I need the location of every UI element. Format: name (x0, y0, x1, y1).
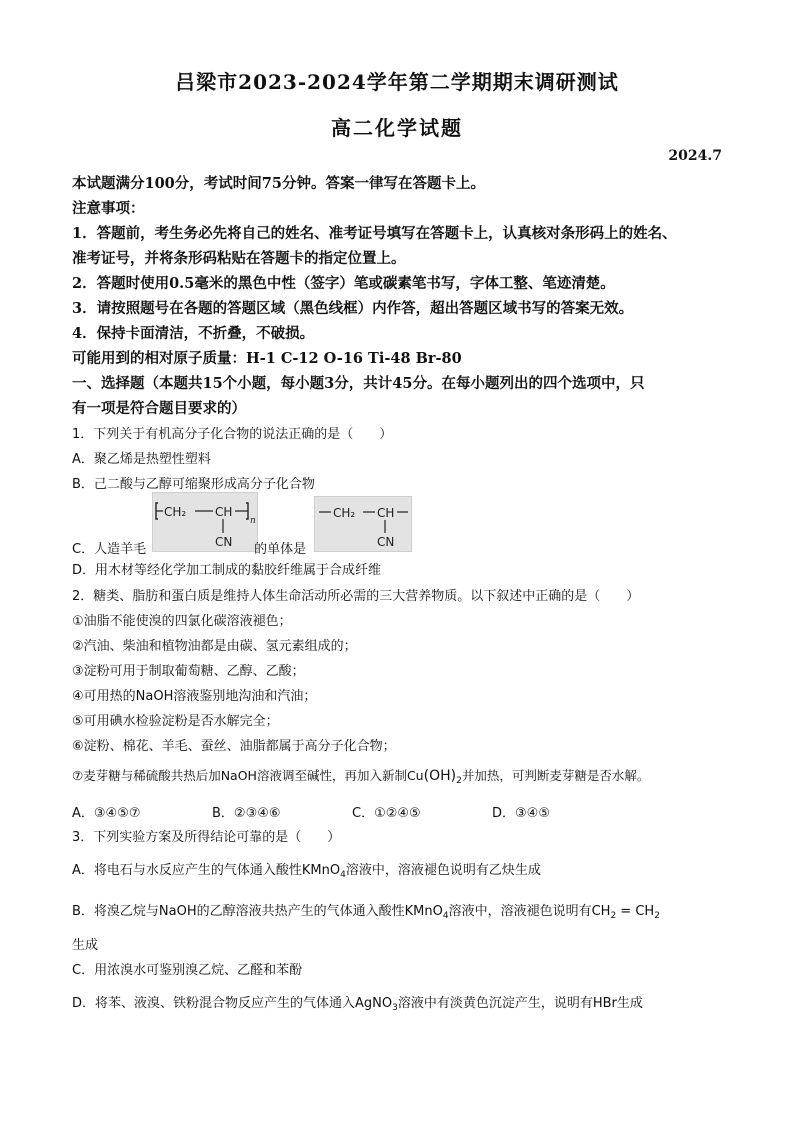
q1-option-c-suffix: 的单体是 (254, 542, 307, 557)
q1-stem: 1．下列关于有机高分子化合物的说法正确的是（ ） (72, 427, 393, 442)
q2-cu-oh-subscript: 2 (456, 776, 462, 786)
polymer-n: n (250, 516, 256, 526)
q3-option-a-prefix: A．将电石与水反应产生的气体通入酸性KMnO (72, 863, 341, 878)
note-4: 4．保持卡面清洁，不折叠，不破损。 (72, 325, 315, 342)
q2-stem: 2．糖类、脂肪和蛋白质是维持人体生命活动所必需的三大营养物质。以下叙述中正确的是（ ） (72, 589, 640, 604)
polymer-ch: CH (215, 505, 233, 519)
q1-option-d: D．用木材等经化学加工制成的黏胶纤维属于合成纤维 (72, 563, 382, 578)
intro-text: 本试题满分100分，考试时间75分钟。答案一律写在答题卡上。 (72, 175, 485, 192)
monomer-cn: CN (377, 535, 395, 549)
q2-cu-oh-formula: (OH) (423, 768, 457, 784)
note-1b: 准考证号，并将条形码粘贴在答题卡的指定位置上。 (72, 250, 406, 267)
q2-option-b: B．②③④⑥ (212, 806, 281, 821)
q3-option-b-equals: = CH (616, 904, 655, 919)
q1-option-a: A．聚乙烯是热塑性塑料 (72, 452, 211, 467)
q2-statement-7 (72, 766, 744, 786)
q3-option-b-subscript-1: 4 (442, 911, 449, 921)
polymer-cn: CN (215, 535, 233, 549)
section-1-heading-a: 一、选择题（本题共15个小题，每小题3分，共计45分。在每小题列出的四个选项中，只 (72, 375, 645, 392)
q3-option-b (72, 900, 744, 921)
q2-statement-1: ①油脂不能使溴的四氯化碳溶液褪色； (72, 614, 292, 629)
q3-option-b-subscript-2: 2 (610, 911, 617, 921)
q2-statement-2: ②汽油、柴油和植物油都是由碳、氢元素组成的； (72, 639, 357, 654)
q3-option-d-subscript: 3 (392, 1003, 398, 1013)
q1-option-c (72, 538, 744, 557)
q3-option-d (72, 992, 744, 1013)
q3-option-b-subscript-3: 2 (654, 911, 660, 921)
q3-option-a-suffix: 溶液中，溶液褪色说明有乙炔生成 (345, 863, 541, 878)
note-2: 2．答题时使用0.5毫米的黑色中性（签字）笔或碳素笔书写，字体工整、笔迹清楚。 (72, 275, 615, 292)
note-3: 3．请按照题号在各题的答题区域（黑色线框）内作答，超出答题区域书写的答案无效。 (72, 300, 634, 317)
q2-option-d: D．③④⑤ (492, 806, 550, 821)
exam-title: 吕梁市2023-2024学年第二学期期末调研测试 (175, 70, 619, 94)
q3-option-d-prefix: D．将苯、液溴、铁粉混合物反应产生的气体通入AgNO (72, 996, 393, 1011)
monomer-ch: CH (377, 506, 395, 520)
polymer-ch2: CH₂ (164, 505, 187, 519)
q2-statement-4: ④可用热的NaOH溶液鉴别地沟油和汽油； (72, 689, 317, 704)
q2-option-a: A．③④⑤⑦ (72, 806, 141, 821)
q2-statement-7-a: ⑦麦芽糖与稀硫酸共热后加NaOH溶液调至碱性，再加入新制Cu (72, 768, 424, 783)
q3-option-d-suffix: 溶液中有淡黄色沉淀产生，说明有HBr生成 (397, 996, 643, 1011)
q3-option-a (72, 859, 744, 880)
q3-option-b-prefix: B．将溴乙烷与NaOH的乙醇溶液共热产生的气体通入酸性KMnO (72, 904, 443, 919)
q2-statement-5: ⑤可用碘水检验淀粉是否水解完全； (72, 714, 279, 729)
q3-stem: 3．下列实验方案及所得结论可靠的是（ ） (72, 830, 341, 845)
q3-option-b-middle: 溶液中，溶液褪色说明有CH (448, 904, 611, 919)
atomic-masses: 可能用到的相对原子质量：H-1 C-12 O-16 Ti-48 Br-80 (72, 350, 462, 367)
q3-option-c: C．用浓溴水可鉴别溴乙烷、乙醛和苯酚 (72, 963, 303, 978)
q2-statement-7-b: 并加热，可判断麦芽糖是否水解。 (461, 768, 650, 783)
q2-options (72, 802, 744, 821)
section-1-heading-b: 有一项是符合题目要求的） (72, 400, 246, 417)
exam-subtitle: 高二化学试题 (331, 116, 463, 140)
monomer-ch2: CH₂ (333, 506, 356, 520)
q1-option-b: B．己二酸与乙醇可缩聚形成高分子化合物 (72, 477, 315, 492)
exam-date: 2024.7 (668, 148, 722, 164)
q3-option-b-continuation: 生成 (72, 938, 99, 953)
note-1a: 1．答题前，考生务必先将自己的姓名、准考证号填写在答题卡上，认真核对条形码上的姓名、 (72, 225, 677, 242)
notes-heading: 注意事项： (72, 200, 145, 217)
q3-option-a-subscript: 4 (340, 870, 346, 880)
q2-statement-6: ⑥淀粉、棉花、羊毛、蚕丝、油脂都属于高分子化合物； (72, 739, 396, 754)
q2-option-c: C．①②④⑤ (352, 806, 421, 821)
q1-option-c-prefix: C．人造羊毛 (72, 542, 147, 557)
q2-statement-3: ③淀粉可用于制取葡萄糖、乙醇、乙酸； (72, 664, 305, 679)
